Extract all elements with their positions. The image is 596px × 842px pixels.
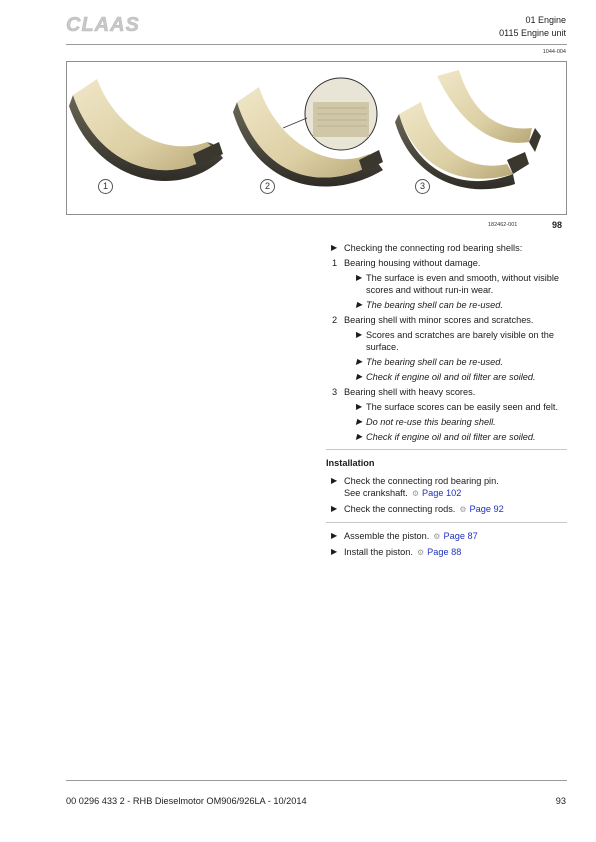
section-divider: [326, 522, 567, 523]
sub-item: [326, 356, 567, 368]
sub-item-text: Check if engine oil and oil filter are soiled.: [366, 372, 536, 382]
step-text: Check the connecting rods.: [344, 504, 456, 514]
sub-item: [326, 272, 567, 296]
bearing-shells-illustration: [67, 62, 567, 215]
triangle-right-icon: ▶: [331, 504, 338, 513]
triangle-right-icon: ▶: [331, 531, 338, 540]
triangle-right-icon: ▶: [331, 476, 338, 485]
triangle-right-icon: ▶: [356, 357, 363, 366]
step-text-secondary: See crankshaft.: [344, 488, 408, 498]
intro-text: Checking the connecting rod bearing shells:: [344, 243, 523, 253]
document-reference: 1044-004: [542, 49, 566, 55]
installation-step: [326, 530, 567, 543]
item-text: Bearing housing without damage.: [344, 258, 481, 268]
sub-item: [326, 431, 567, 443]
procedure-text: [326, 242, 567, 562]
triangle-right-icon: ▶: [356, 330, 363, 339]
triangle-right-icon: ▶: [356, 402, 363, 411]
sub-item-text: The surface is even and smooth, without visible scores and without run-in wear.: [366, 273, 560, 295]
footer-document-text: 00 0296 433 2 - RHB Dieselmotor OM906/926LA - 10/2014: [66, 796, 307, 806]
list-item: [326, 386, 567, 398]
header-divider: [66, 44, 567, 45]
installation-heading: Installation: [326, 458, 375, 468]
page-link-92[interactable]: Page 92: [469, 504, 504, 514]
sub-item: [326, 416, 567, 428]
callout-1: 1: [98, 179, 113, 194]
callout-2: 2: [260, 179, 275, 194]
page-link-87[interactable]: Page 87: [443, 531, 478, 541]
item-number: 2: [332, 315, 338, 325]
page-link-102[interactable]: Page 102: [422, 488, 462, 498]
sub-item: [326, 401, 567, 413]
triangle-right-icon: ▶: [356, 432, 363, 441]
triangle-right-icon: ▶: [356, 417, 363, 426]
chapter-title: 01 Engine: [525, 15, 566, 25]
step-text: Assemble the piston.: [344, 531, 430, 541]
step-text: Install the piston.: [344, 547, 413, 557]
callout-3: 3: [415, 179, 430, 194]
list-item: [326, 257, 567, 269]
bearing-shell-3: [395, 70, 541, 189]
step-text: Check the connecting rod bearing pin.: [344, 476, 499, 486]
page-number: 93: [555, 796, 566, 806]
sub-item-text: The bearing shell can be re-used.: [366, 300, 503, 310]
gear-icon: ⚙: [411, 489, 420, 498]
triangle-right-icon: ▶: [356, 372, 363, 381]
figure-number: 98: [552, 220, 563, 230]
figure-image-id: 182462-001: [488, 222, 518, 228]
installation-step: [326, 503, 567, 516]
section-title: 0115 Engine unit: [499, 28, 566, 38]
sub-item-text: The bearing shell can be re-used.: [366, 357, 503, 367]
installation-step: [326, 546, 567, 559]
gear-icon: ⚙: [433, 532, 441, 541]
bearing-shells-figure: [66, 61, 567, 215]
list-item: [326, 314, 567, 326]
triangle-right-icon: ▶: [356, 273, 363, 282]
item-number: 1: [332, 258, 338, 268]
item-text: Bearing shell with minor scores and scratches.: [344, 315, 534, 325]
sub-item: [326, 329, 567, 353]
section-divider: [326, 449, 567, 450]
sub-item-text: Do not re-use this bearing shell.: [366, 417, 496, 427]
gear-icon: ⚙: [459, 505, 467, 514]
intro-line: [326, 242, 567, 254]
triangle-right-icon: ▶: [331, 547, 338, 556]
sub-item: [326, 299, 567, 311]
installation-step: [326, 475, 567, 500]
sub-item-text: Check if engine oil and oil filter are soiled.: [366, 432, 536, 442]
bearing-shell-1: [69, 79, 223, 181]
gear-icon: ⚙: [416, 548, 425, 557]
sub-item-text: Scores and scratches are barely visible on the surface.: [366, 330, 554, 352]
page-link-88[interactable]: Page 88: [427, 547, 462, 557]
triangle-right-icon: ▶: [331, 243, 338, 252]
item-text: Bearing shell with heavy scores.: [344, 387, 476, 397]
sub-item: [326, 371, 567, 383]
item-number: 3: [332, 387, 338, 397]
bearing-shell-2: [233, 78, 383, 187]
sub-item-text: The surface scores can be easily seen and felt.: [366, 402, 559, 412]
footer-divider: [66, 780, 567, 781]
svg-text:CLAAS: CLAAS: [66, 14, 140, 34]
triangle-right-icon: ▶: [356, 300, 363, 309]
claas-logo: [66, 14, 140, 34]
